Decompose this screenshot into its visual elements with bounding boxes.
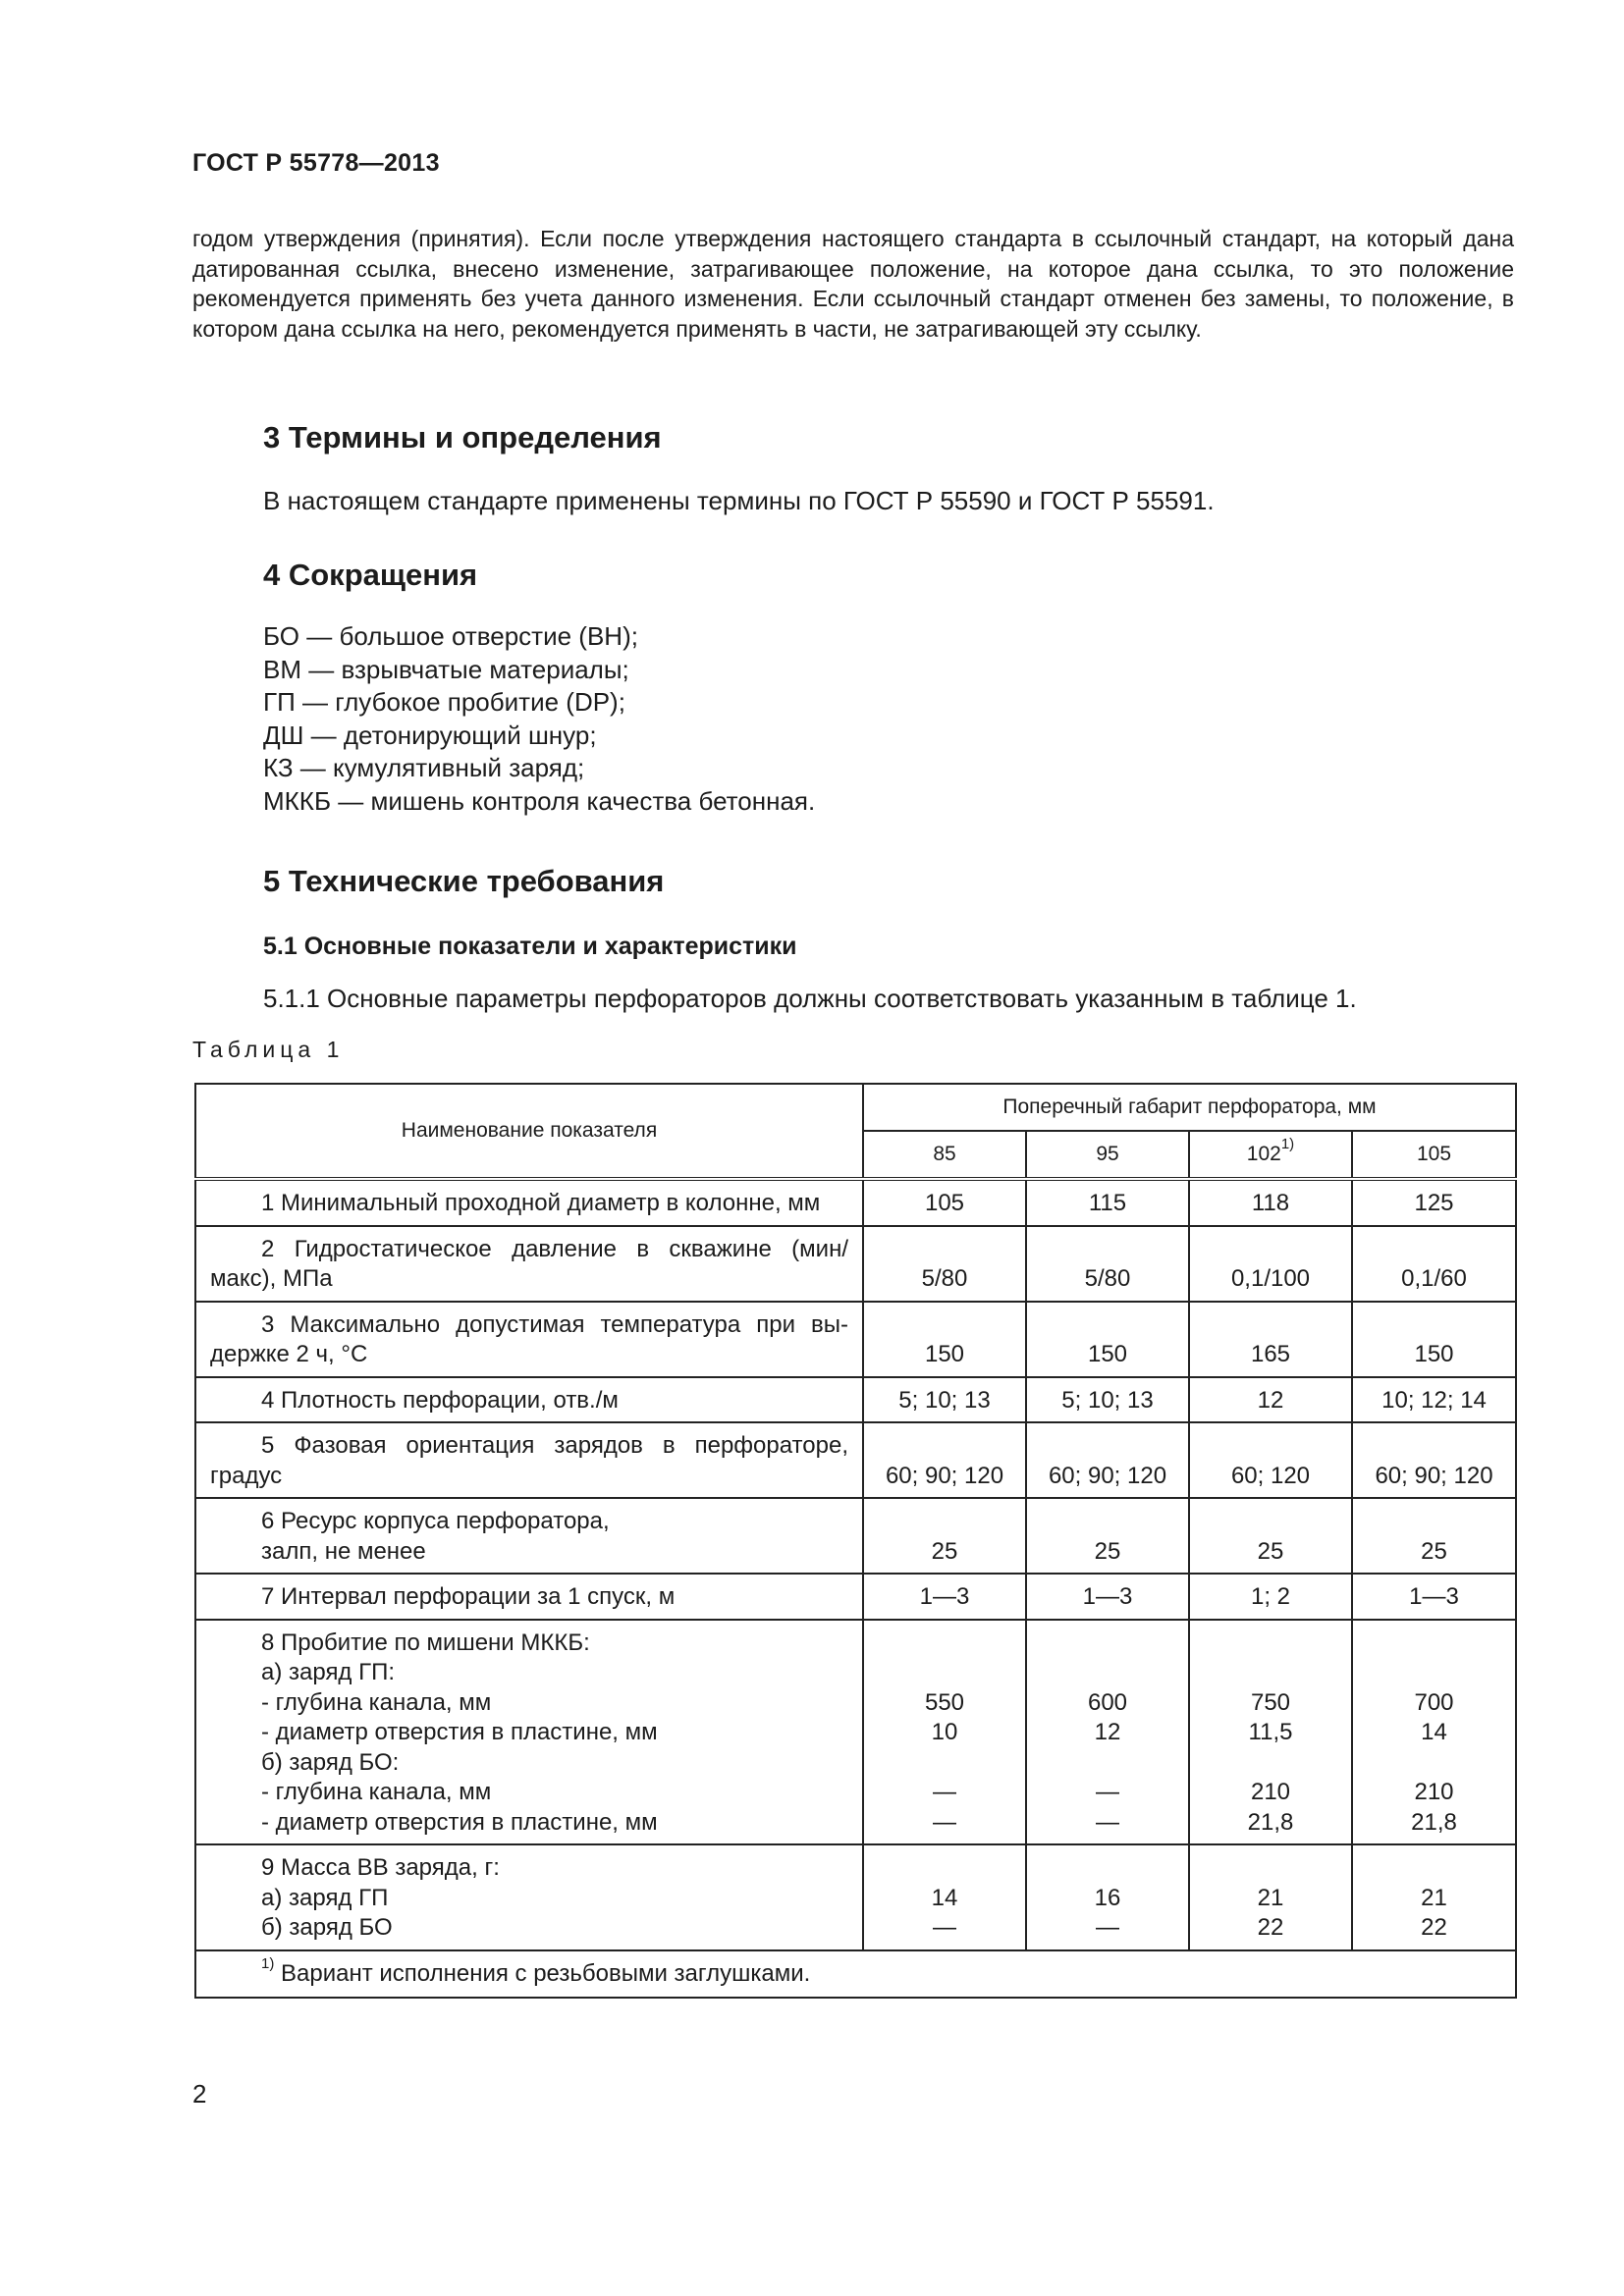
value-cell — [1026, 1498, 1189, 1574]
value-line: 125 — [1414, 1190, 1454, 1216]
row-label — [195, 1844, 863, 1950]
value-line: 210 — [1250, 1779, 1291, 1805]
value-cell — [1189, 1574, 1352, 1620]
section-4-title: 4 Сокращения — [263, 558, 478, 592]
row-label-line: держке 2 ч, °С — [210, 1341, 368, 1367]
section-3-title: 3 Термины и определения — [263, 420, 662, 454]
footnote-text: Вариант исполнения с резьбовыми заглушками. — [281, 1959, 811, 1987]
value-cell — [1352, 1844, 1516, 1950]
abbreviation-item: ГП — глубокое пробитие (DP); — [263, 687, 625, 718]
abbreviation-list — [263, 620, 815, 819]
table-footnote — [195, 1950, 1516, 1999]
value-cell — [863, 1844, 1026, 1950]
value-line: 14 — [1421, 1719, 1447, 1745]
table-row — [195, 1422, 1516, 1498]
value-line: 700 — [1414, 1688, 1454, 1716]
value-line: 10 — [931, 1719, 958, 1745]
value-line: 600 — [1087, 1688, 1128, 1716]
value-line: 1—3 — [919, 1583, 970, 1610]
value-line: 60; 90; 120 — [1375, 1462, 1493, 1489]
value-line: 5/80 — [1084, 1265, 1131, 1292]
value-line: 22 — [1257, 1914, 1284, 1941]
abbreviation-item: МККБ — мишень контроля качества бетонная. — [263, 785, 816, 816]
value-line: 12 — [1094, 1719, 1121, 1745]
value-line: 21 — [1257, 1884, 1284, 1911]
value-cell — [1352, 1620, 1516, 1845]
value-line: 165 — [1250, 1341, 1291, 1367]
value-cell — [1026, 1179, 1189, 1226]
value-line: 210 — [1414, 1779, 1454, 1805]
column-header-105: 105 — [1352, 1131, 1516, 1179]
row-label-line: 8 Пробитие по мишени МККБ: — [261, 1629, 590, 1656]
value-cell — [1189, 1179, 1352, 1226]
value-cell — [863, 1620, 1026, 1845]
value-cell — [1189, 1377, 1352, 1423]
row-label-line: - диаметр отверстия в пластине, мм — [261, 1808, 658, 1836]
value-cell — [863, 1498, 1026, 1574]
column-header-85: 85 — [863, 1131, 1026, 1179]
value-line: 115 — [1088, 1190, 1127, 1216]
table-row — [195, 1179, 1516, 1226]
row-label-line: - диаметр отверстия в пластине, мм — [261, 1719, 658, 1745]
value-line: 750 — [1250, 1688, 1291, 1716]
column-header-name: Наименование показателя — [195, 1084, 863, 1179]
value-line: 60; 90; 120 — [885, 1462, 1004, 1489]
value-line — [1041, 1748, 1174, 1779]
value-cell — [863, 1226, 1026, 1302]
value-cell — [1352, 1574, 1516, 1620]
value-line: 60; 120 — [1230, 1462, 1311, 1489]
value-cell — [1189, 1620, 1352, 1845]
value-line: 11,5 — [1248, 1719, 1293, 1745]
footnote-mark: 1) — [261, 1954, 275, 1972]
value-line: 0,1/100 — [1230, 1265, 1311, 1292]
value-line: — — [1096, 1779, 1119, 1805]
parameters-table — [194, 1083, 1517, 1999]
row-label-line: 6 Ресурс корпуса перфоратора, — [261, 1508, 610, 1534]
value-line: 150 — [1087, 1341, 1128, 1367]
value-cell — [1026, 1226, 1189, 1302]
value-cell — [1026, 1377, 1189, 1423]
value-cell — [1352, 1226, 1516, 1302]
column-header-95: 95 — [1026, 1131, 1189, 1179]
table-row — [195, 1574, 1516, 1620]
subsection-5-1-title: 5.1 Основные показатели и характеристики — [263, 933, 797, 960]
value-cell — [1352, 1422, 1516, 1498]
column-header-102-label: 102 — [1246, 1142, 1281, 1165]
value-line: 16 — [1094, 1884, 1121, 1911]
row-label — [195, 1422, 863, 1498]
value-line: — — [933, 1779, 956, 1805]
row-label-line: градус — [210, 1462, 283, 1489]
table-row — [195, 1377, 1516, 1423]
value-line: 150 — [1414, 1341, 1454, 1367]
value-line: 5; 10; 13 — [1061, 1386, 1154, 1414]
row-label — [195, 1574, 863, 1620]
row-label-line: - глубина канала, мм — [261, 1688, 492, 1716]
value-line: 5; 10; 13 — [898, 1386, 991, 1414]
value-cell — [1026, 1844, 1189, 1950]
row-label-line: 4 Плотность перфорации, отв./м — [261, 1386, 619, 1414]
row-label — [195, 1498, 863, 1574]
value-cell — [863, 1179, 1026, 1226]
value-cell — [1352, 1302, 1516, 1377]
row-label-line: 9 Масса ВВ заряда, г: — [261, 1854, 500, 1881]
abbreviation-item: БО — большое отверстие (BH); — [263, 621, 638, 651]
value-line: 21,8 — [1411, 1808, 1457, 1836]
abbreviation-item: ВМ — взрывчатые материалы; — [263, 654, 629, 684]
row-label — [195, 1226, 863, 1302]
value-line: 10; 12; 14 — [1381, 1386, 1487, 1414]
value-cell — [1026, 1422, 1189, 1498]
column-header-102 — [1189, 1131, 1352, 1179]
value-cell — [863, 1422, 1026, 1498]
value-line: 12 — [1257, 1386, 1284, 1414]
value-line: 25 — [931, 1537, 958, 1565]
intro-paragraph: годом утверждения (принятия). Если после утверждения настоящего стандарта в ссылочный стандарт, на который дана датированная ссылка, внесено изменение, затрагивающее положение, на которое дана ссылка, то это положение рекомендуется применять без учета данного изменения. Если ссылочный стандарт отменен без замены, то положение, в котором дана ссылка на него, рекомендуется применять в части, не затрагивающей эту ссылку. — [192, 226, 1514, 342]
row-label — [195, 1377, 863, 1423]
value-line: — — [1096, 1808, 1119, 1836]
value-line: 1; 2 — [1250, 1583, 1291, 1610]
row-label-line: б) заряд БО — [261, 1914, 393, 1941]
value-line: 1—3 — [1409, 1583, 1459, 1610]
value-line: 1—3 — [1082, 1583, 1133, 1610]
row-label — [195, 1302, 863, 1377]
abbreviation-item: ДШ — детонирующий шнур; — [263, 720, 597, 750]
value-line: 25 — [1257, 1537, 1284, 1565]
section-3-text: В настоящем стандарте применены термины по ГОСТ Р 55590 и ГОСТ Р 55591. — [263, 486, 1215, 515]
value-cell — [1189, 1422, 1352, 1498]
value-line — [1367, 1748, 1501, 1779]
value-line: 105 — [924, 1190, 965, 1216]
table-row — [195, 1620, 1516, 1845]
value-cell — [1026, 1574, 1189, 1620]
value-cell — [1352, 1498, 1516, 1574]
value-cell — [1026, 1302, 1189, 1377]
value-cell — [1026, 1620, 1189, 1845]
row-label-line: 3 Максимально допустимая температура при вы- — [261, 1310, 848, 1338]
value-cell — [863, 1377, 1026, 1423]
value-line: 60; 90; 120 — [1048, 1462, 1167, 1489]
clause-5-1-1-text: 5.1.1 Основные параметры перфораторов должны соответствовать указанным в таблице 1. — [263, 984, 1357, 1013]
column-group-header: Поперечный габарит перфоратора, мм — [863, 1084, 1516, 1131]
value-line: 21,8 — [1247, 1808, 1294, 1836]
value-line: 21 — [1421, 1884, 1447, 1911]
row-label-line: залп, не менее — [261, 1537, 426, 1565]
value-line: — — [933, 1914, 956, 1941]
table-row — [195, 1302, 1516, 1377]
value-line: 0,1/60 — [1401, 1265, 1467, 1292]
document-header-code: ГОСТ Р 55778—2013 — [192, 149, 440, 177]
row-label-line: 1 Минимальный проходной диаметр в колонне, мм — [261, 1190, 821, 1216]
value-cell — [1189, 1302, 1352, 1377]
value-line: — — [933, 1808, 956, 1836]
row-label-line: 2 Гидростатическое давление в скважине (мин/ — [261, 1235, 848, 1262]
table-row — [195, 1498, 1516, 1574]
row-label-line: - глубина канала, мм — [261, 1779, 492, 1805]
value-line: 150 — [924, 1341, 965, 1367]
table-row — [195, 1844, 1516, 1950]
value-cell — [1189, 1498, 1352, 1574]
value-line — [878, 1748, 1011, 1779]
row-label-line: а) заряд ГП — [261, 1884, 389, 1911]
table-caption: Таблица 1 — [192, 1037, 345, 1062]
value-cell — [1352, 1377, 1516, 1423]
value-line — [1204, 1748, 1337, 1779]
row-label-line: 5 Фазовая ориентация зарядов в перфораторе, — [261, 1432, 848, 1459]
row-label-line: а) заряд ГП: — [261, 1659, 396, 1685]
value-cell — [1189, 1844, 1352, 1950]
value-cell — [863, 1302, 1026, 1377]
value-line: 25 — [1094, 1537, 1121, 1565]
table-row — [195, 1226, 1516, 1302]
value-line: 5/80 — [921, 1265, 968, 1292]
value-line: — — [1096, 1914, 1119, 1941]
abbreviation-item: КЗ — кумулятивный заряд; — [263, 753, 585, 783]
value-cell — [1189, 1226, 1352, 1302]
page-number: 2 — [192, 2079, 207, 2109]
row-label — [195, 1179, 863, 1226]
value-line: 550 — [924, 1688, 965, 1716]
row-label-line: 7 Интервал перфорации за 1 спуск, м — [261, 1583, 676, 1610]
value-line: 22 — [1421, 1914, 1447, 1941]
section-5-title: 5 Технические требования — [263, 864, 665, 898]
value-line: 14 — [931, 1884, 958, 1911]
value-line: 118 — [1251, 1190, 1290, 1216]
value-cell — [1352, 1179, 1516, 1226]
value-cell — [863, 1574, 1026, 1620]
row-label — [195, 1620, 863, 1845]
value-line: 25 — [1421, 1537, 1447, 1565]
row-label-line: макс), МПа — [210, 1265, 333, 1292]
row-label-line: б) заряд БО: — [261, 1748, 400, 1776]
footnote-reference: 1) — [1280, 1135, 1295, 1152]
